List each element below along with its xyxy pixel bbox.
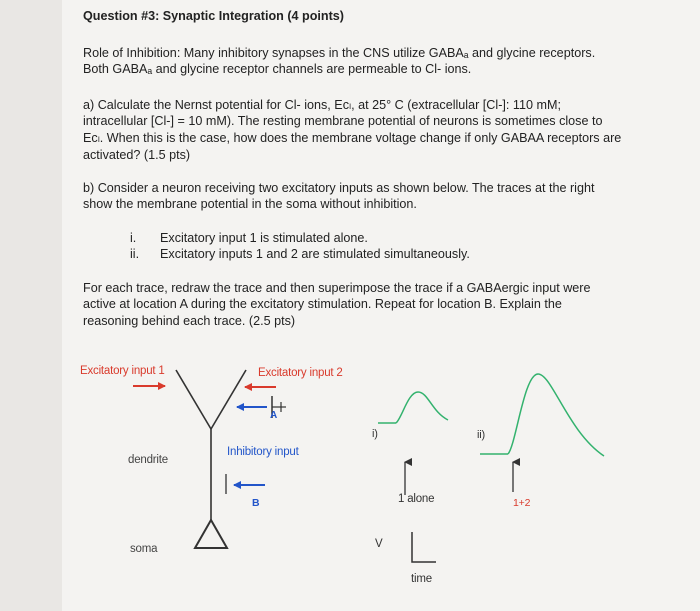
instructions-line-2: active at location A during the excitatory stimulation. Repeat for location B. Explain the	[83, 297, 562, 311]
part-b-line-1: b) Consider a neuron receiving two excitatory inputs as shown below. The traces at the right	[83, 181, 595, 195]
part-a-line-1: a) Calculate the Nernst potential for Cl- ions, Eᴄₗ, at 25° C (extracellular [Cl-]: 110 mM;	[83, 98, 561, 112]
trace-ii-curve	[508, 374, 604, 456]
trace-i-curve	[396, 392, 448, 423]
part-b-line-2: show the membrane potential in the soma without inhibition.	[83, 197, 417, 211]
soma-label: soma	[130, 543, 158, 555]
list-item-i-number: i.	[130, 231, 137, 245]
scale-bar	[412, 532, 436, 562]
list-item-i-text: Excitatory input 1 is stimulated alone.	[160, 231, 368, 245]
excitatory-input-1-label: Excitatory input 1	[80, 365, 165, 377]
trace-i-label: i)	[372, 428, 378, 440]
list-item-ii-number: ii.	[130, 247, 140, 261]
excitatory-input-2-label: Excitatory input 2	[258, 367, 343, 379]
dendrite-branch-1	[176, 370, 211, 429]
intro-line-2: Both GABAₐ and glycine receptor channels are permeable to Cl- ions.	[83, 62, 472, 76]
voltage-axis-label: V	[375, 538, 383, 550]
question-title: Question #3: Synaptic Integration (4 points)	[83, 9, 344, 23]
instructions-line-3: reasoning behind each trace. (2.5 pts)	[83, 314, 296, 328]
dendrite-branch-2	[211, 370, 246, 429]
trace-ii-label: ii)	[477, 429, 485, 441]
list-item-ii-text: Excitatory inputs 1 and 2 are stimulated simultaneously.	[160, 247, 470, 261]
part-a-line-2: intracellular [Cl-] = 10 mM). The resting membrane potential of neurons is sometimes close to	[83, 114, 603, 128]
intro-line-1: Role of Inhibition: Many inhibitory synapses in the CNS utilize GABAₐ and glycine receptors.	[83, 46, 596, 60]
instructions-line-1: For each trace, redraw the trace and then superimpose the trace if a GABAergic input were	[83, 281, 591, 295]
location-a-label: A	[270, 410, 278, 421]
soma-shape	[195, 520, 227, 548]
dendrite-label: dendrite	[128, 454, 168, 466]
part-a-line-4: activated? (1.5 pts)	[83, 148, 191, 162]
location-b-label: B	[252, 497, 260, 509]
trace-ii-caption: 1+2	[513, 497, 531, 509]
time-axis-label: time	[411, 573, 432, 585]
trace-i-caption: 1 alone	[398, 493, 435, 505]
inhibitory-input-label: Inhibitory input	[227, 446, 299, 458]
part-a-line-3: Eᴄₗ. When this is the case, how does the membrane voltage change if only GABAA receptors are	[83, 131, 622, 145]
